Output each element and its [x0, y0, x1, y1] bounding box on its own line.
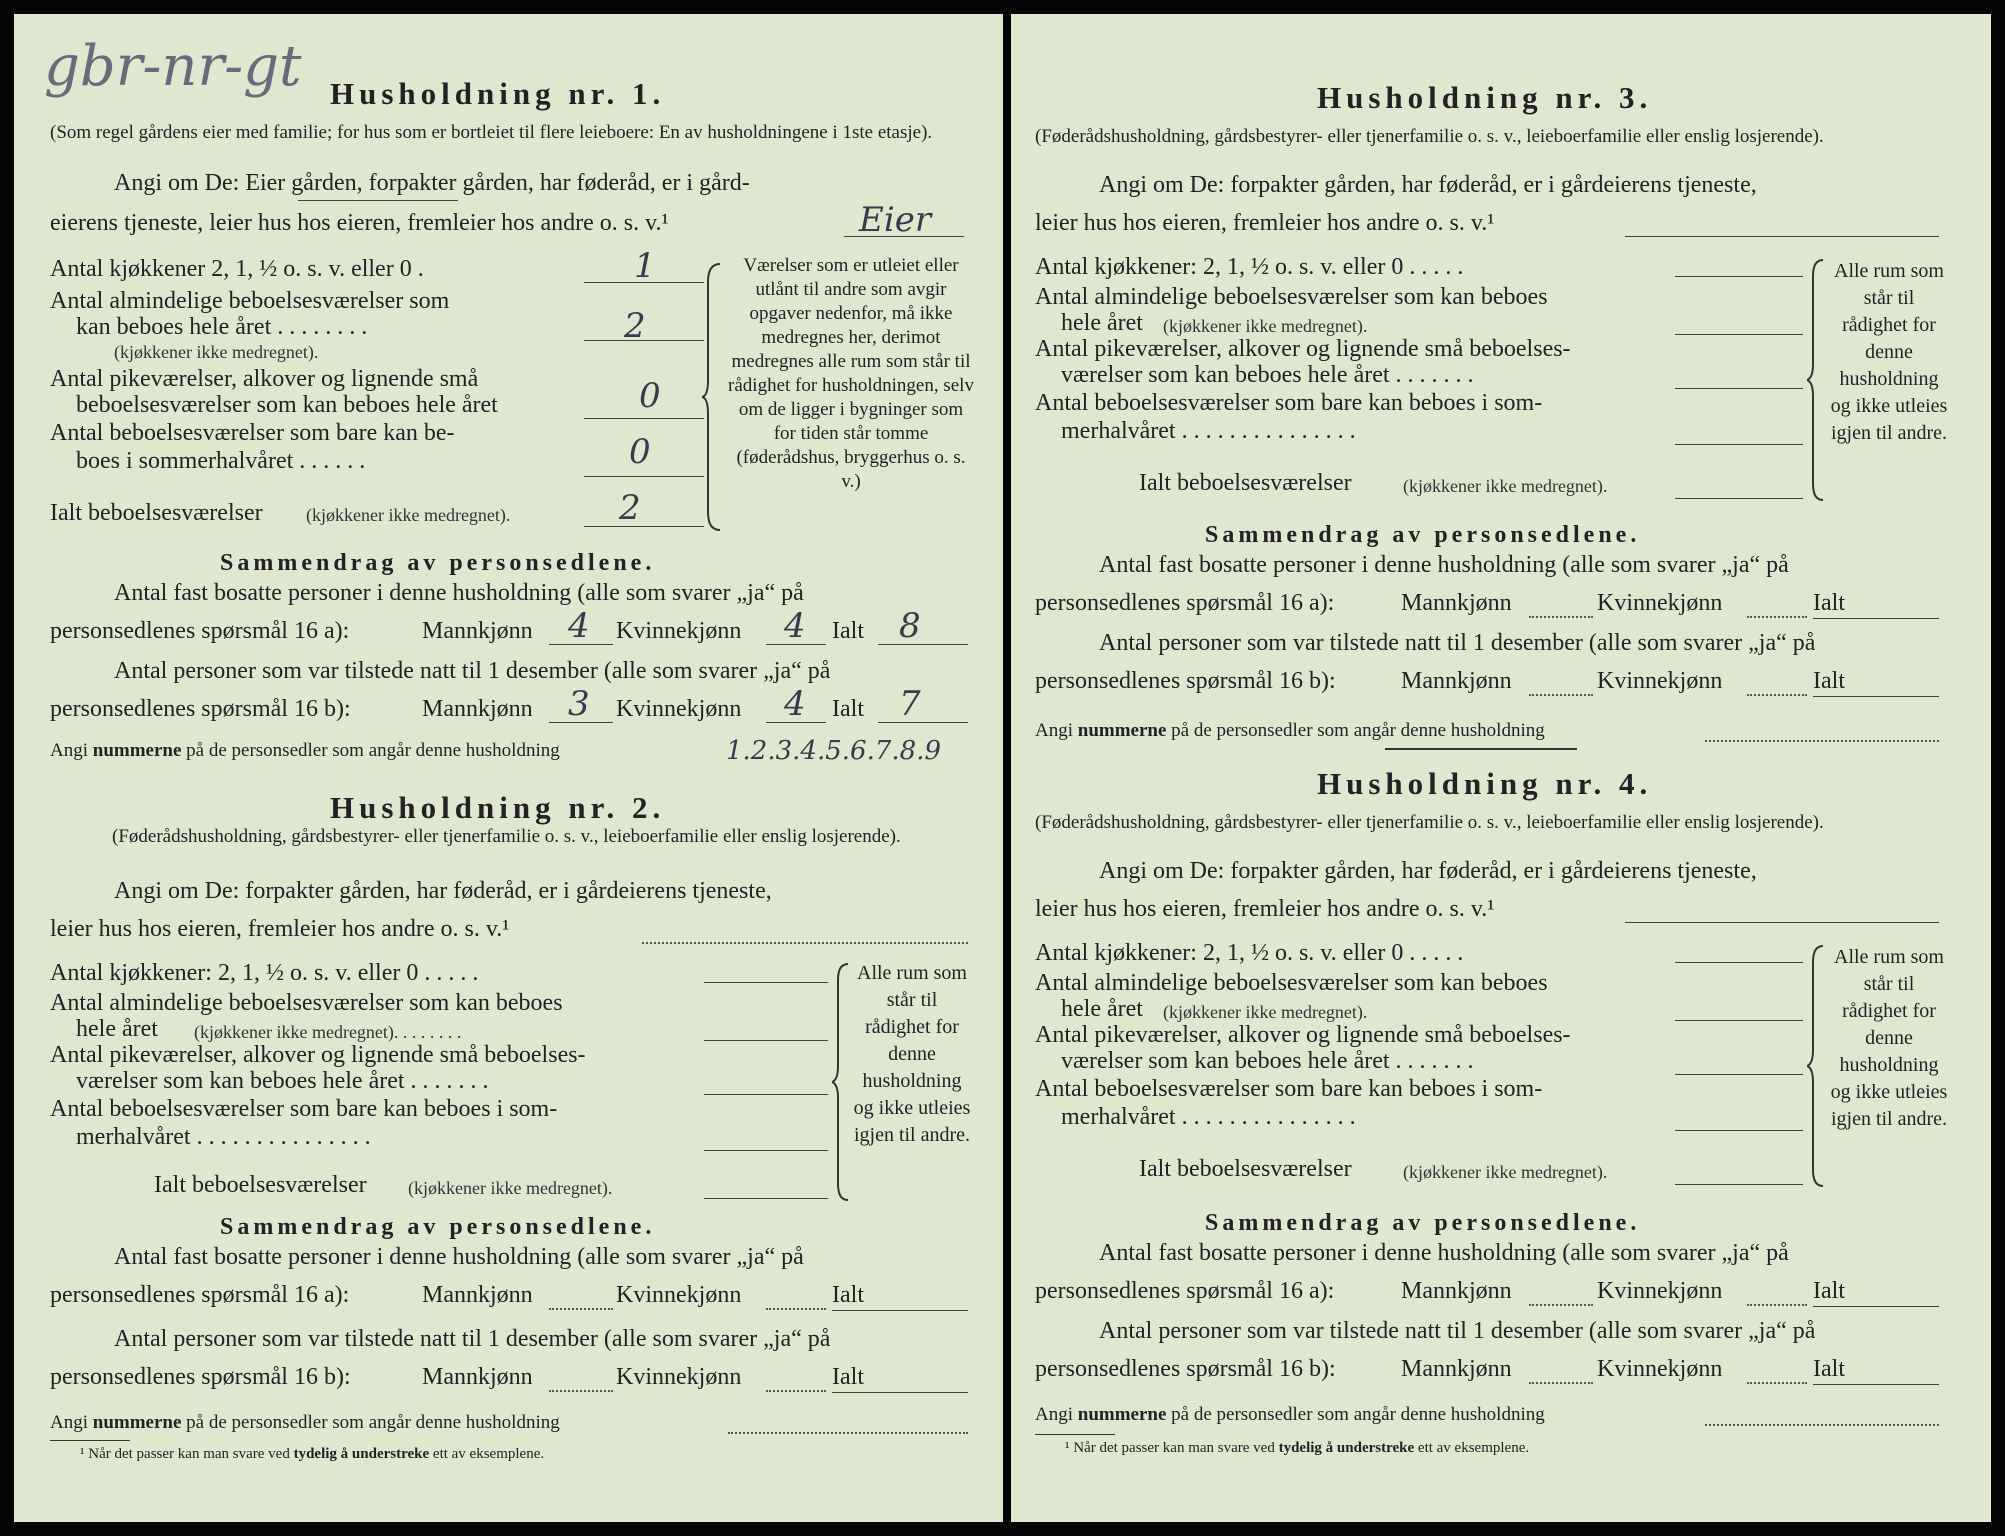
h3-tilst-kvinne-label: Kvinnekjønn	[1597, 668, 1723, 694]
h4-angi-field	[1625, 922, 1939, 923]
h3-kitchens-label: Antal kjøkkener: 2, 1, ½ o. s. v. eller 0 . . . . .	[1035, 254, 1464, 280]
left-footnote	[80, 1446, 544, 1463]
h2-fast-kvinne-label: Kvinnekjønn	[616, 1282, 742, 1308]
h3-numre-b: nummerne	[1077, 720, 1167, 741]
h3-fast-kvinne-field	[1747, 616, 1807, 618]
h4-alm-line-1: Antal almindelige beboelsesværelser som kan beboes	[1035, 970, 1548, 996]
h4-fast-kvinne-field	[1747, 1304, 1807, 1306]
left-page	[14, 14, 1003, 1522]
h1-pike-line-2: beboelsesværelser som kan beboes hele året	[76, 392, 498, 418]
h4-tilst-mann-field	[1529, 1382, 1593, 1384]
h3-tilst-ialt-label: Ialt	[1813, 668, 1845, 694]
h3-tilst-ialt-field	[1813, 696, 1939, 697]
h1-fast-line-1: Antal fast bosatte personer i denne husholdning (alle som svarer „ja“ på	[114, 580, 804, 606]
h1-ialt-note: (kjøkkener ikke medregnet).	[306, 505, 511, 525]
h2-pike-field	[704, 1094, 828, 1095]
h2-side-note: Alle rum som står til rådighet for denne husholdning og ikke utleies igjen til andre.	[853, 962, 971, 1146]
h2-ialt-field	[704, 1198, 828, 1199]
h4-fast-line-1: Antal fast bosatte personer i denne husholdning (alle som svarer „ja“ på	[1099, 1240, 1789, 1266]
h2-angi-line-2: leier hus hos eieren, fremleier hos andre o. s. v.¹	[50, 916, 510, 942]
h3-sommer-line-2: merhalvåret . . . . . . . . . . . . . . .	[1061, 418, 1356, 444]
h1-tilst-mann-answer: 3	[568, 684, 590, 724]
h1-ialt-answer: 2	[619, 488, 641, 528]
h2-tilst-line-2: personsedlenes spørsmål 16 b):	[50, 1364, 351, 1390]
eier-underline	[298, 200, 458, 201]
h1-sommer-answer: 0	[629, 432, 651, 472]
h1-tilst-ialt-field	[878, 722, 968, 723]
h2-alm-note: (kjøkkener ikke medregnet). . . . . . . .	[194, 1022, 462, 1042]
h4-pike-field	[1675, 1074, 1803, 1075]
h2-sommer-field	[704, 1150, 828, 1151]
h3-fast-ialt-field	[1813, 618, 1939, 619]
h2-angi-field	[642, 942, 968, 944]
h4-ialt-field	[1675, 1184, 1803, 1185]
footnote-rule-right	[1035, 1434, 1115, 1435]
household-2-subtitle: (Føderådshusholdning, gårdsbestyrer- eller tjenerfamilie o. s. v., leieboerfamilie eller enslig losjerende).	[112, 826, 901, 847]
h4-numre-a: Angi	[1035, 1404, 1073, 1425]
h2-tilst-kvinne-label: Kvinnekjønn	[616, 1364, 742, 1390]
h3-fast-line-1: Antal fast bosatte personer i denne husholdning (alle som svarer „ja“ på	[1099, 552, 1789, 578]
h4-numre-label	[1035, 1404, 1545, 1426]
h2-kitchens-label: Antal kjøkkener: 2, 1, ½ o. s. v. eller 0 . . . . .	[50, 960, 479, 986]
h1-sommer-line-2: boes i sommerhalvåret . . . . . .	[76, 448, 366, 474]
h1-fast-mann-label: Mannkjønn	[422, 618, 533, 644]
h2-fast-ialt-label: Ialt	[832, 1282, 864, 1308]
h4-pike-line-2: værelser som kan beboes hele året . . . . . . .	[1061, 1048, 1474, 1074]
right-footnote-b: tydelig å understreke	[1278, 1440, 1415, 1456]
h4-fast-kvinne-label: Kvinnekjønn	[1597, 1278, 1723, 1304]
h1-tilst-kvinne-answer: 4	[784, 684, 806, 724]
household-3-subtitle: (Føderådshusholdning, gårdsbestyrer- eller tjenerfamilie o. s. v., leieboerfamilie eller enslig losjerende).	[1035, 126, 1824, 147]
h3-tilst-line-2: personsedlenes spørsmål 16 b):	[1035, 668, 1336, 694]
h3-angi-field	[1625, 236, 1939, 237]
h1-ialt-label: Ialt beboelsesværelser	[50, 500, 263, 526]
right-footnote-c: ett av eksemplene.	[1417, 1440, 1530, 1456]
h3-tilst-mann-label: Mannkjønn	[1401, 668, 1512, 694]
h1-numre-label	[50, 740, 560, 762]
h1-pike-field	[584, 418, 704, 419]
h2-fast-ialt-field	[832, 1310, 968, 1311]
h2-tilst-ialt-field	[832, 1392, 968, 1393]
h3-tilst-kvinne-field	[1747, 694, 1807, 696]
h3-numre-c: på de personsedler som angår denne husholdning	[1171, 720, 1545, 741]
h2-numre-b: nummerne	[92, 1412, 182, 1433]
h1-numre-a: Angi	[50, 740, 88, 761]
h1-pike-line-1: Antal pikeværelser, alkover og lignende små	[50, 366, 479, 392]
h3-ialt-note: (kjøkkener ikke medregnet).	[1403, 476, 1608, 496]
h4-summary-title: Sammendrag av personsedlene.	[1205, 1210, 1641, 1236]
h3-sommer-field	[1675, 444, 1803, 445]
h2-alm-line-2: hele året	[76, 1016, 158, 1042]
h3-tilst-line-1: Antal personer som var tilstede natt til 1 desember (alle som svarer „ja“ på	[1099, 630, 1816, 656]
h2-fast-mann-field	[549, 1308, 613, 1310]
h2-fast-mann-label: Mannkjønn	[422, 1282, 533, 1308]
h1-ialt-field	[584, 526, 704, 527]
h4-tilst-mann-label: Mannkjønn	[1401, 1356, 1512, 1382]
h1-side-brace	[702, 262, 726, 532]
h2-numre-label	[50, 1412, 560, 1434]
h1-fast-line-2: personsedlenes spørsmål 16 a):	[50, 618, 350, 644]
h3-fast-mann-label: Mannkjønn	[1401, 590, 1512, 616]
h4-kitchens-field	[1675, 962, 1803, 963]
h4-pike-line-1: Antal pikeværelser, alkover og lignende små beboelses-	[1035, 1022, 1571, 1048]
h1-angi-line-2: eierens tjeneste, leier hus hos eieren, fremleier hos andre o. s. v.¹	[50, 210, 669, 236]
left-footnote-c: ett av eksemplene.	[432, 1446, 545, 1462]
h3-alm-field	[1675, 334, 1803, 335]
h4-fast-mann-field	[1529, 1304, 1593, 1306]
h1-alm-line-2: kan beboes hele året . . . . . . . .	[76, 314, 368, 340]
h1-fast-kvinne-answer: 4	[784, 606, 806, 646]
h3-numre-a: Angi	[1035, 720, 1073, 741]
h4-fast-line-2: personsedlenes spørsmål 16 a):	[1035, 1278, 1335, 1304]
h1-numre-answer: 1.2.3.4.5.6.7.8.9	[726, 736, 941, 766]
h3-kitchens-field	[1675, 276, 1803, 277]
household-2-title: Husholdning nr. 2.	[330, 790, 666, 825]
h4-side-note: Alle rum som står til rådighet for denne husholdning og ikke utleies igjen til andre.	[1830, 946, 1948, 1130]
h4-kitchens-label: Antal kjøkkener: 2, 1, ½ o. s. v. eller 0 . . . . .	[1035, 940, 1464, 966]
h1-kitchens-answer: 1	[634, 246, 656, 286]
h1-numre-c: på de personsedler som angår denne husholdning	[186, 740, 560, 761]
h4-fast-mann-label: Mannkjønn	[1401, 1278, 1512, 1304]
right-footnote-a: ¹ Når det passer kan man svare ved	[1065, 1440, 1275, 1456]
h2-tilst-ialt-label: Ialt	[832, 1364, 864, 1390]
h4-ialt-label: Ialt beboelsesværelser	[1139, 1156, 1352, 1182]
h1-tilst-ialt-label: Ialt	[832, 696, 864, 722]
h3-fast-mann-field	[1529, 616, 1593, 618]
h2-sommer-line-2: merhalvåret . . . . . . . . . . . . . . .	[76, 1124, 371, 1150]
h4-tilst-kvinne-field	[1747, 1382, 1807, 1384]
h3-angi-line-2: leier hus hos eieren, fremleier hos andre o. s. v.¹	[1035, 210, 1495, 236]
h4-side-brace	[1807, 944, 1829, 1188]
h3-pike-field	[1675, 388, 1803, 389]
h1-kitchens-label: Antal kjøkkener 2, 1, ½ o. s. v. eller 0 .	[50, 256, 424, 282]
h4-angi-line-1: Angi om De: forpakter gården, har føderåd, er i gårdeierens tjeneste,	[1099, 858, 1757, 884]
household-4-subtitle: (Føderådshusholdning, gårdsbestyrer- eller tjenerfamilie o. s. v., leieboerfamilie eller enslig losjerende).	[1035, 812, 1824, 833]
h1-tilst-ialt-answer: 7	[899, 684, 921, 724]
household-separator	[1385, 748, 1577, 750]
h2-angi-line-1: Angi om De: forpakter gården, har føderåd, er i gårdeierens tjeneste,	[114, 878, 772, 904]
h2-tilst-mann-label: Mannkjønn	[422, 1364, 533, 1390]
h3-sommer-line-1: Antal beboelsesværelser som bare kan beboes i som-	[1035, 390, 1543, 416]
h1-fast-ialt-answer: 8	[899, 606, 921, 646]
h1-angi-answer: Eier	[859, 200, 932, 240]
h4-sommer-line-2: merhalvåret . . . . . . . . . . . . . . .	[1061, 1104, 1356, 1130]
h3-angi-line-1: Angi om De: forpakter gården, har føderåd, er i gårdeierens tjeneste,	[1099, 172, 1757, 198]
h4-alm-note: (kjøkkener ikke medregnet).	[1163, 1002, 1368, 1022]
h2-sommer-line-1: Antal beboelsesværelser som bare kan beboes i som-	[50, 1096, 558, 1122]
h3-tilst-mann-field	[1529, 694, 1593, 696]
h3-fast-kvinne-label: Kvinnekjønn	[1597, 590, 1723, 616]
h2-summary-title: Sammendrag av personsedlene.	[220, 1214, 656, 1240]
h1-sommer-field	[584, 476, 704, 477]
h1-alm-note: (kjøkkener ikke medregnet).	[114, 342, 319, 362]
h3-alm-line-1: Antal almindelige beboelsesværelser som kan beboes	[1035, 284, 1548, 310]
h1-tilst-kvinne-label: Kvinnekjønn	[616, 696, 742, 722]
household-4-title: Husholdning nr. 4.	[1317, 766, 1653, 801]
h4-alm-line-2: hele året	[1061, 996, 1143, 1022]
h1-tilst-line-2: personsedlenes spørsmål 16 b):	[50, 696, 351, 722]
h3-numre-label	[1035, 720, 1545, 742]
h4-numre-field	[1705, 1424, 1939, 1426]
h4-tilst-kvinne-label: Kvinnekjønn	[1597, 1356, 1723, 1382]
h4-tilst-line-2: personsedlenes spørsmål 16 b):	[1035, 1356, 1336, 1382]
h2-tilst-mann-field	[549, 1390, 613, 1392]
h1-alm-line-1: Antal almindelige beboelsesværelser som	[50, 288, 450, 314]
h4-alm-field	[1675, 1020, 1803, 1021]
h4-ialt-note: (kjøkkener ikke medregnet).	[1403, 1162, 1608, 1182]
h2-ialt-label: Ialt beboelsesværelser	[154, 1172, 367, 1198]
household-1-title: Husholdning nr. 1.	[330, 76, 666, 111]
h2-alm-field	[704, 1040, 828, 1041]
household-1-subtitle: (Som regel gårdens eier med familie; for hus som er bortleiet til flere leieboere: En av husholdningene i 1ste etasje).	[50, 122, 933, 143]
h4-sommer-field	[1675, 1130, 1803, 1131]
h1-numre-b: nummerne	[92, 740, 182, 761]
h4-sommer-line-1: Antal beboelsesværelser som bare kan beboes i som-	[1035, 1076, 1543, 1102]
h3-ialt-field	[1675, 498, 1803, 499]
h4-angi-line-2: leier hus hos eieren, fremleier hos andre o. s. v.¹	[1035, 896, 1495, 922]
h1-angi-line-1: Angi om De: Eier gården, forpakter gården, har føderåd, er i gård-	[114, 170, 750, 196]
h1-sommer-line-1: Antal beboelsesværelser som bare kan be-	[50, 420, 455, 446]
h1-fast-ialt-field	[878, 644, 968, 645]
h2-numre-a: Angi	[50, 1412, 88, 1433]
h2-numre-field	[728, 1432, 968, 1434]
h3-numre-field	[1705, 740, 1939, 742]
h4-fast-ialt-field	[1813, 1306, 1939, 1307]
h1-tilst-line-1: Antal personer som var tilstede natt til 1 desember (alle som svarer „ja“ på	[114, 658, 831, 684]
h2-alm-line-1: Antal almindelige beboelsesværelser som kan beboes	[50, 990, 563, 1016]
h2-fast-line-2: personsedlenes spørsmål 16 a):	[50, 1282, 350, 1308]
h2-pike-line-2: værelser som kan beboes hele året . . . . . . .	[76, 1068, 489, 1094]
h3-pike-line-2: værelser som kan beboes hele året . . . . . . .	[1061, 362, 1474, 388]
left-footnote-b: tydelig å understreke	[293, 1446, 430, 1462]
h1-fast-mann-answer: 4	[568, 606, 590, 646]
h2-ialt-note: (kjøkkener ikke medregnet).	[408, 1178, 613, 1198]
h4-tilst-ialt-field	[1813, 1384, 1939, 1385]
h3-pike-line-1: Antal pikeværelser, alkover og lignende små beboelses-	[1035, 336, 1571, 362]
h1-alm-answer: 2	[624, 306, 646, 346]
right-page	[1011, 14, 1991, 1522]
h1-pike-answer: 0	[639, 376, 661, 416]
h2-fast-kvinne-field	[766, 1308, 826, 1310]
h3-fast-ialt-label: Ialt	[1813, 590, 1845, 616]
h2-pike-line-1: Antal pikeværelser, alkover og lignende små beboelses-	[50, 1042, 586, 1068]
h1-side-note: Værelser som er utleiet eller utlånt til andre som avgir opgaver nedenfor, må ikke medregnes her, derimot medregnes alle rum som står til rådighet for husholdningen, selv om de ligger i bygninger som for tiden står tomme (føderådshus, bryggerhus o. s. v.)	[728, 255, 974, 492]
h2-side-brace	[832, 962, 854, 1202]
h4-tilst-line-1: Antal personer som var tilstede natt til 1 desember (alle som svarer „ja“ på	[1099, 1318, 1816, 1344]
h2-tilst-kvinne-field	[766, 1390, 826, 1392]
margin-note: gbr-nr-gt	[44, 34, 302, 99]
h3-alm-note: (kjøkkener ikke medregnet).	[1163, 316, 1368, 336]
h2-fast-line-1: Antal fast bosatte personer i denne husholdning (alle som svarer „ja“ på	[114, 1244, 804, 1270]
h3-side-brace	[1807, 258, 1829, 502]
h4-numre-b: nummerne	[1077, 1404, 1167, 1425]
h4-numre-c: på de personsedler som angår denne husholdning	[1171, 1404, 1545, 1425]
h3-side-note: Alle rum som står til rådighet for denne husholdning og ikke utleies igjen til andre.	[1830, 260, 1948, 444]
h2-tilst-line-1: Antal personer som var tilstede natt til 1 desember (alle som svarer „ja“ på	[114, 1326, 831, 1352]
h1-tilst-mann-label: Mannkjønn	[422, 696, 533, 722]
h3-fast-line-2: personsedlenes spørsmål 16 a):	[1035, 590, 1335, 616]
h4-tilst-ialt-label: Ialt	[1813, 1356, 1845, 1382]
h1-fast-ialt-label: Ialt	[832, 618, 864, 644]
left-footnote-a: ¹ Når det passer kan man svare ved	[80, 1446, 290, 1462]
household-3-title: Husholdning nr. 3.	[1317, 80, 1653, 115]
h2-numre-c: på de personsedler som angår denne husholdning	[186, 1412, 560, 1433]
h2-kitchens-field	[704, 982, 828, 983]
h3-alm-line-2: hele året	[1061, 310, 1143, 336]
h4-fast-ialt-label: Ialt	[1813, 1278, 1845, 1304]
h3-summary-title: Sammendrag av personsedlene.	[1205, 522, 1641, 548]
h1-summary-title: Sammendrag av personsedlene.	[220, 550, 656, 576]
h1-fast-kvinne-label: Kvinnekjønn	[616, 618, 742, 644]
right-footnote	[1065, 1440, 1529, 1457]
h3-ialt-label: Ialt beboelsesværelser	[1139, 470, 1352, 496]
footnote-rule	[50, 1440, 130, 1441]
